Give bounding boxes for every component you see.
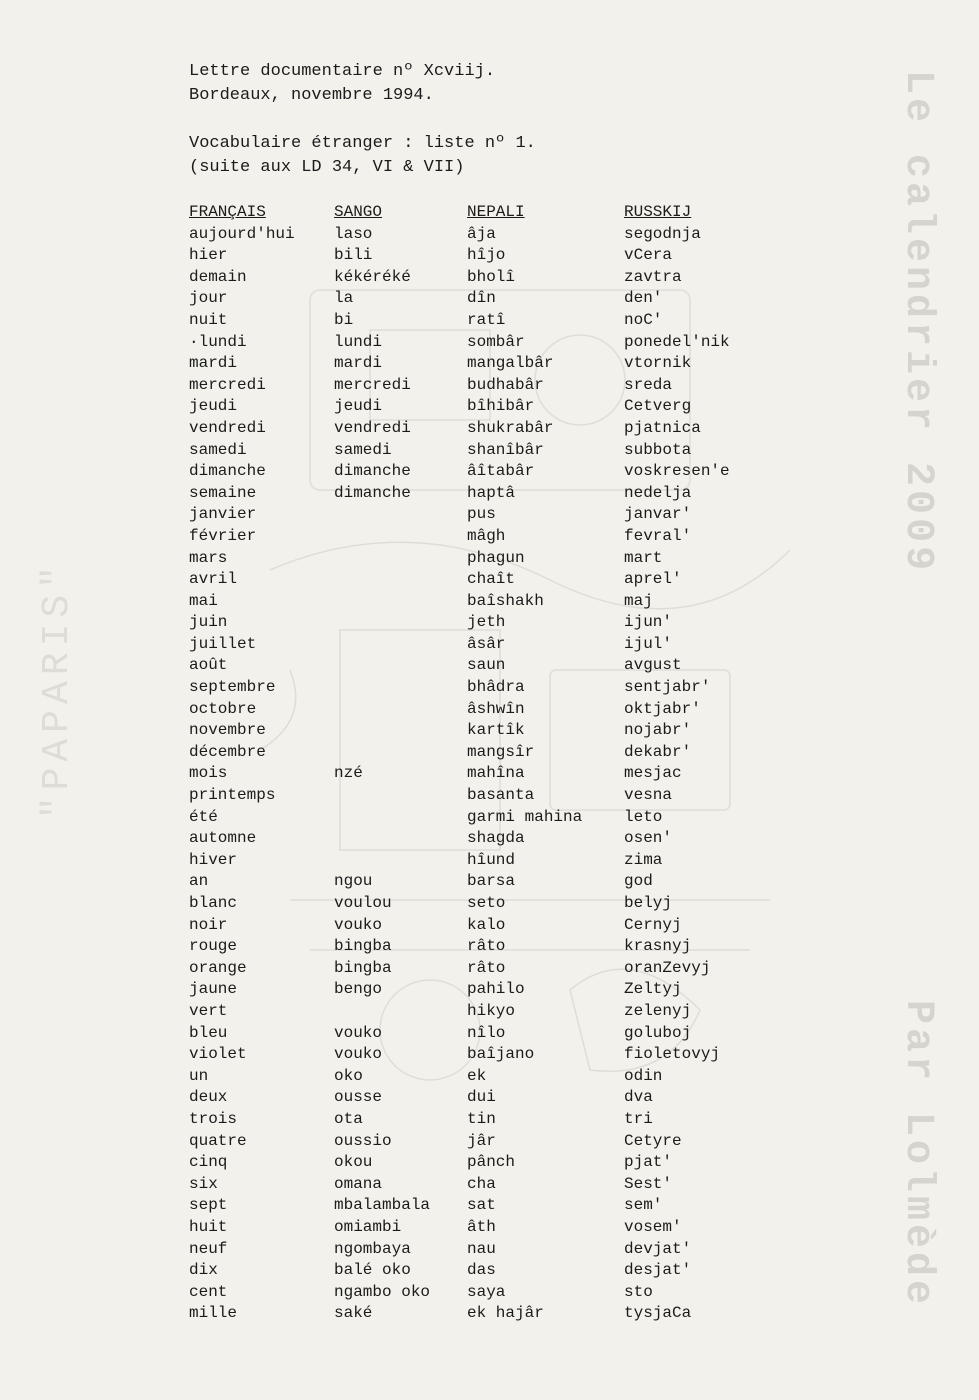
cell-francais: blanc — [189, 894, 238, 912]
cell-sango: voulou — [334, 894, 392, 912]
cell-francais: an — [189, 872, 209, 891]
cell-sango: la — [334, 289, 354, 308]
table-row — [189, 655, 764, 677]
cell-russkij: ijul' — [624, 634, 673, 653]
cell-russkij: dekabr' — [624, 742, 692, 761]
cell-nepali: saya — [467, 1282, 506, 1301]
cell-sango: omana — [334, 1174, 383, 1193]
header-place-date: Bordeaux, novembre 1994. — [189, 86, 434, 105]
cell-francais: sept — [189, 1196, 228, 1215]
table-row — [189, 979, 764, 1001]
cell-sango: lundi — [334, 332, 383, 351]
table-row — [189, 375, 764, 397]
cell-nepali: dîn — [467, 289, 496, 308]
cell-russkij: fioletovyj — [624, 1045, 721, 1064]
cell-russkij: fevral' — [624, 526, 692, 545]
cell-russkij: sem' — [624, 1196, 663, 1215]
cell-sango: mardi — [334, 354, 383, 373]
cell-nepali: dui — [467, 1088, 496, 1107]
cell-sango: dimanche — [334, 462, 411, 481]
cell-sango: jeudi — [334, 397, 383, 416]
table-row — [189, 504, 764, 526]
cell-russkij: segodnja — [624, 224, 701, 243]
cell-nepali: âth — [467, 1217, 496, 1236]
cell-sango: dimanche — [334, 483, 411, 502]
cell-sango: oussio — [334, 1131, 392, 1150]
cell-nepali: bhâdra — [467, 678, 525, 697]
cell-russkij: pjatnica — [624, 418, 701, 437]
cell-nepali: barsa — [467, 872, 516, 891]
table-row — [189, 742, 764, 764]
cell-nepali: ek — [467, 1066, 487, 1085]
cell-sango: ota — [334, 1109, 363, 1128]
cell-russkij: ponedel'nik — [624, 332, 730, 351]
table-row — [189, 677, 764, 699]
table-row — [189, 591, 764, 613]
cell-sango: vouko — [334, 1045, 383, 1064]
header-title: Lettre documentaire nº Xcviij. — [189, 62, 496, 81]
cell-russkij: avgust — [624, 656, 682, 675]
cell-russkij: voskresen'e — [624, 462, 730, 481]
table-row — [189, 310, 764, 332]
cell-sango — [334, 850, 467, 872]
table-row — [189, 440, 764, 462]
table-row — [189, 461, 764, 483]
cell-francais: ·lundi — [189, 332, 247, 351]
cell-francais: vendredi — [189, 418, 266, 437]
cell-nepali: kartîk — [467, 721, 525, 740]
cell-francais: mercredi — [189, 375, 266, 394]
cell-sango: bingba — [334, 958, 392, 977]
cell-russkij: goluboj — [624, 1023, 692, 1042]
table-row — [189, 828, 764, 850]
cell-nepali: shukrabâr — [467, 418, 554, 437]
cell-francais: orange — [189, 958, 247, 977]
cell-francais: trois — [189, 1109, 238, 1128]
cell-francais: nuit — [189, 310, 228, 329]
cell-russkij: mart — [624, 548, 663, 567]
cell-sango: omiambi — [334, 1217, 402, 1236]
cell-nepali: tin — [467, 1109, 496, 1128]
cell-francais: hier — [189, 246, 228, 265]
cell-nepali: nau — [467, 1239, 496, 1258]
cell-sango: saké — [334, 1304, 373, 1323]
cell-nepali: garmi mahina — [467, 807, 583, 826]
table-row — [189, 871, 764, 893]
table-row — [189, 1260, 764, 1282]
cell-nepali: râto — [467, 937, 506, 956]
table-row — [189, 634, 764, 656]
table-row — [189, 224, 764, 246]
cell-russkij: oranZevyj — [624, 958, 711, 977]
table-row — [189, 1087, 764, 1109]
cell-russkij: subbota — [624, 440, 692, 459]
cell-russkij: noC' — [624, 310, 663, 329]
cell-nepali: râto — [467, 958, 506, 977]
cell-francais: été — [189, 807, 218, 826]
cell-russkij: ijun' — [624, 613, 673, 632]
cell-nepali: sat — [467, 1196, 496, 1215]
cell-sango — [334, 612, 467, 634]
cell-francais: mars — [189, 548, 228, 567]
cell-nepali: ratî — [467, 310, 506, 329]
cell-francais: jaune — [189, 980, 238, 999]
cell-russkij: nojabr' — [624, 721, 692, 740]
table-row — [189, 1066, 764, 1088]
cell-nepali: hikyo — [467, 1001, 516, 1020]
table-row — [189, 850, 764, 872]
cell-sango: bingba — [334, 937, 392, 956]
cell-sango: mercredi — [334, 375, 411, 394]
cell-russkij: osen' — [624, 829, 673, 848]
table-row — [189, 569, 764, 591]
table-row — [189, 1195, 764, 1217]
table-row — [189, 288, 764, 310]
cell-sango: vouko — [334, 1023, 383, 1042]
cell-russkij: oktjabr' — [624, 699, 701, 718]
table-row — [189, 720, 764, 742]
column-header-nepali: NEPALI — [467, 203, 525, 221]
table-row — [189, 267, 764, 289]
cell-nepali: jeth — [467, 613, 506, 632]
table-row — [189, 1174, 764, 1196]
cell-russkij: sentjabr' — [624, 678, 711, 697]
cell-sango — [334, 504, 467, 526]
table-row — [189, 353, 764, 375]
cell-sango — [334, 655, 467, 677]
cell-nepali: hîjo — [467, 246, 506, 265]
cell-francais: neuf — [189, 1239, 228, 1258]
table-row — [189, 1001, 764, 1023]
cell-russkij: vosem' — [624, 1217, 682, 1236]
cell-russkij: zavtra — [624, 267, 682, 286]
cell-francais: novembre — [189, 721, 266, 740]
table-body — [189, 224, 764, 1325]
cell-sango — [334, 807, 467, 829]
cell-russkij: maj — [624, 591, 653, 610]
cell-nepali: baîjano — [467, 1045, 535, 1064]
cell-nepali: shanîbâr — [467, 440, 544, 459]
cell-sango: bili — [334, 246, 373, 265]
cell-francais: bleu — [189, 1023, 228, 1042]
cell-francais: samedi — [189, 440, 247, 459]
cell-sango: ngambo oko — [334, 1282, 431, 1301]
table-row — [189, 526, 764, 548]
table-row — [189, 1217, 764, 1239]
cell-russkij: vtornik — [624, 354, 692, 373]
cell-francais: vert — [189, 1001, 228, 1020]
cell-sango: ngombaya — [334, 1239, 411, 1258]
table-row — [189, 332, 764, 354]
cell-francais: rouge — [189, 937, 238, 956]
cell-francais: cent — [189, 1282, 228, 1301]
cell-nepali: basanta — [467, 786, 535, 805]
cell-nepali: kalo — [467, 915, 506, 934]
cell-francais: violet — [189, 1045, 247, 1064]
cell-russkij: leto — [624, 807, 663, 826]
cell-nepali: shagda — [467, 829, 525, 848]
cell-francais: quatre — [189, 1131, 247, 1150]
cell-francais: deux — [189, 1088, 228, 1107]
table-row — [189, 548, 764, 570]
cell-francais: cinq — [189, 1153, 228, 1172]
cell-francais: avril — [189, 570, 238, 589]
cell-francais: mardi — [189, 354, 238, 373]
cell-russkij: sreda — [624, 375, 673, 394]
cell-sango — [334, 548, 467, 570]
cell-sango — [334, 785, 467, 807]
bleed-through-title: Le calendrier 2009 — [895, 70, 940, 575]
table-row — [189, 699, 764, 721]
cell-russkij: den' — [624, 289, 663, 308]
column-header-russkij: RUSSKIJ — [624, 203, 692, 221]
cell-nepali: chaît — [467, 570, 516, 589]
cell-francais: mille — [189, 1304, 238, 1323]
cell-francais: aujourd'hui — [189, 224, 295, 243]
table-row — [189, 785, 764, 807]
cell-nepali: das — [467, 1261, 496, 1280]
cell-sango — [334, 828, 467, 850]
table-row — [189, 245, 764, 267]
column-header-francais: FRANÇAIS — [189, 203, 266, 221]
cell-francais: un — [189, 1066, 209, 1085]
bleed-through-author: Par Lolmède — [895, 1000, 940, 1309]
bleed-through-left-text: "PAPARIS" — [36, 560, 79, 820]
table-row — [189, 1023, 764, 1045]
cell-francais: dix — [189, 1261, 218, 1280]
cell-francais: semaine — [189, 483, 257, 502]
cell-nepali: âja — [467, 224, 496, 243]
cell-francais: hiver — [189, 850, 238, 869]
cell-nepali: sombâr — [467, 332, 525, 351]
cell-sango — [334, 1001, 467, 1023]
cell-russkij: Cetverg — [624, 397, 692, 416]
cell-russkij: Cernyj — [624, 915, 682, 934]
cell-nepali: haptâ — [467, 483, 516, 502]
cell-nepali: mangalbâr — [467, 354, 554, 373]
cell-francais: huit — [189, 1217, 228, 1236]
table-row — [189, 1152, 764, 1174]
cell-sango: bi — [334, 310, 354, 329]
table-row — [189, 1044, 764, 1066]
cell-francais: février — [189, 526, 257, 545]
cell-sango — [334, 634, 467, 656]
cell-francais: juillet — [189, 634, 257, 653]
cell-nepali: phagun — [467, 548, 525, 567]
table-row — [189, 807, 764, 829]
header-list-subtitle: (suite aux LD 34, VI & VII) — [189, 158, 465, 177]
cell-sango: kékéréké — [334, 267, 411, 286]
cell-francais: mai — [189, 591, 218, 610]
cell-sango — [334, 526, 467, 548]
cell-russkij: desjat' — [624, 1261, 692, 1280]
cell-nepali: bîhibâr — [467, 397, 535, 416]
cell-sango: laso — [334, 224, 373, 243]
table-row — [189, 1282, 764, 1304]
cell-russkij: aprel' — [624, 570, 682, 589]
cell-nepali: ek hajâr — [467, 1304, 544, 1323]
cell-francais: mois — [189, 764, 228, 783]
cell-sango: samedi — [334, 440, 392, 459]
cell-russkij: devjat' — [624, 1239, 692, 1258]
table-row — [189, 958, 764, 980]
table-row — [189, 1303, 764, 1325]
header-list-title: Vocabulaire étranger : liste nº 1. — [189, 134, 536, 153]
cell-sango: oko — [334, 1066, 363, 1085]
cell-russkij: tri — [624, 1109, 653, 1128]
cell-russkij: sto — [624, 1282, 653, 1301]
cell-francais: automne — [189, 829, 257, 848]
cell-russkij: janvar' — [624, 505, 692, 524]
letter-header — [189, 60, 536, 180]
cell-francais: demain — [189, 267, 247, 286]
cell-russkij: Cetyre — [624, 1131, 682, 1150]
column-header-sango: SANGO — [334, 203, 383, 221]
cell-nepali: jâr — [467, 1131, 496, 1150]
table-row — [189, 418, 764, 440]
cell-sango — [334, 742, 467, 764]
cell-nepali: nîlo — [467, 1023, 506, 1042]
cell-francais: jeudi — [189, 397, 238, 416]
cell-sango: nzé — [334, 764, 363, 783]
cell-nepali: mâgh — [467, 526, 506, 545]
cell-francais: six — [189, 1174, 218, 1193]
cell-francais: septembre — [189, 678, 276, 697]
cell-nepali: âîtabâr — [467, 462, 535, 481]
table-header-row — [189, 202, 764, 224]
cell-sango — [334, 591, 467, 613]
cell-sango — [334, 677, 467, 699]
cell-sango — [334, 569, 467, 591]
cell-russkij: tysjaCa — [624, 1304, 692, 1323]
table-row — [189, 763, 764, 785]
cell-russkij: zelenyj — [624, 1001, 692, 1020]
table-row — [189, 1131, 764, 1153]
table-row — [189, 483, 764, 505]
cell-sango — [334, 720, 467, 742]
cell-russkij: odin — [624, 1066, 663, 1085]
cell-russkij: zima — [624, 850, 663, 869]
cell-nepali: mangsîr — [467, 742, 535, 761]
cell-francais: janvier — [189, 505, 257, 524]
cell-francais: noir — [189, 915, 228, 934]
cell-sango: ousse — [334, 1088, 383, 1107]
table-row — [189, 1239, 764, 1261]
cell-russkij: Sest' — [624, 1174, 673, 1193]
cell-sango: balé oko — [334, 1261, 411, 1280]
cell-russkij: Zeltyj — [624, 980, 682, 999]
table-row — [189, 612, 764, 634]
vocabulary-table — [189, 202, 764, 1325]
cell-sango: okou — [334, 1153, 373, 1172]
cell-russkij: krasnyj — [624, 937, 692, 956]
table-row — [189, 915, 764, 937]
cell-nepali: âshwîn — [467, 699, 525, 718]
cell-francais: jour — [189, 289, 228, 308]
cell-russkij: belyj — [624, 894, 673, 912]
cell-sango: ngou — [334, 872, 373, 891]
cell-sango: mbalambala — [334, 1196, 431, 1215]
cell-russkij: nedelja — [624, 483, 692, 502]
cell-sango — [334, 699, 467, 721]
cell-francais: octobre — [189, 699, 257, 718]
cell-nepali: budhabâr — [467, 375, 544, 394]
cell-francais: dimanche — [189, 462, 266, 481]
cell-francais: juin — [189, 613, 228, 632]
cell-russkij: vCera — [624, 246, 673, 265]
cell-nepali: bholî — [467, 267, 516, 286]
cell-russkij: god — [624, 872, 653, 891]
cell-sango: vendredi — [334, 418, 411, 437]
cell-nepali: cha — [467, 1174, 496, 1193]
cell-sango: vouko — [334, 915, 383, 934]
table-row — [189, 1109, 764, 1131]
cell-nepali: hîund — [467, 850, 516, 869]
table-row — [189, 396, 764, 418]
cell-sango: bengo — [334, 980, 383, 999]
cell-nepali: saun — [467, 656, 506, 675]
table-row — [189, 936, 764, 958]
cell-nepali: pânch — [467, 1153, 516, 1172]
cell-francais: août — [189, 656, 228, 675]
cell-russkij: vesna — [624, 786, 673, 805]
cell-russkij: pjat' — [624, 1153, 673, 1172]
cell-nepali: baîshakh — [467, 591, 544, 610]
cell-francais: printemps — [189, 786, 276, 805]
cell-russkij: dva — [624, 1088, 653, 1107]
cell-francais: décembre — [189, 742, 266, 761]
table-row — [189, 893, 764, 915]
cell-nepali: pahilo — [467, 980, 525, 999]
cell-nepali: âsâr — [467, 634, 506, 653]
cell-russkij: mesjac — [624, 764, 682, 783]
cell-nepali: pus — [467, 505, 496, 524]
cell-nepali: mahîna — [467, 764, 525, 783]
cell-nepali: seto — [467, 894, 506, 912]
